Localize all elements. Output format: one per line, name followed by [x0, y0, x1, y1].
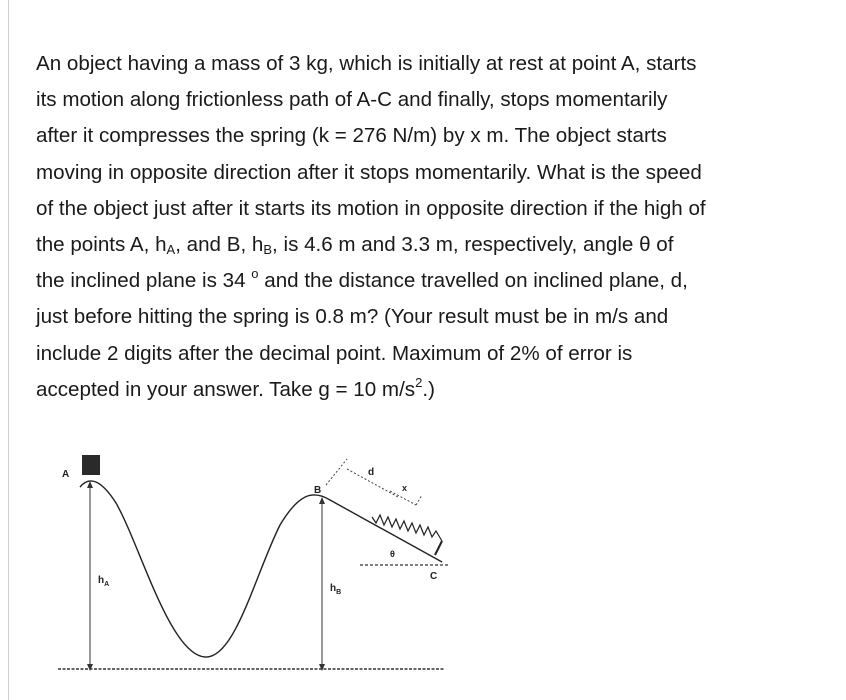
ha-arrow-head-bottom: [87, 664, 93, 671]
question-line-6: the points A, $h_A$, and B, $h_B$, is 4.6 m and 3.3 m, respectively, angle θ of: [36, 233, 674, 258]
question-text: [36, 46, 836, 408]
label-c: C: [430, 571, 438, 582]
degree-mark: o: [251, 266, 259, 282]
track-diagram-svg: [50, 445, 460, 690]
x-dimension: [390, 491, 416, 505]
track-curve: [80, 481, 442, 657]
label-theta: θ: [390, 549, 395, 559]
question-line-3: after it compresses the spring (k = 276 N/m) by x m. The object starts: [36, 124, 667, 148]
label-ha: $h_A$: [98, 575, 110, 588]
question-line-7: the inclined plane is 34 $^o$ and the distance travelled on inclined plane, d,: [36, 266, 688, 293]
question-line-10: accepted in your answer. Take g = 10 $m/s^2$.): [36, 374, 435, 401]
label-a: A: [62, 469, 70, 480]
hb-arrow-head-top: [319, 497, 325, 504]
mass-block: [82, 455, 100, 475]
spring: [372, 515, 442, 541]
label-hb: $h_B$: [330, 583, 342, 596]
spring-wall: [435, 541, 442, 555]
question-line-2: its motion along frictionless path of A-C and finally, stops momentarily: [36, 88, 668, 112]
label-x: x: [402, 483, 408, 493]
x-dimension-end: [416, 495, 422, 505]
question-line-4: moving in opposite direction after it stops momentarily. What is the speed: [36, 160, 702, 184]
subscript-b: B: [263, 242, 273, 258]
physics-diagram: [50, 445, 460, 690]
question-line-1: An object having a mass of 3 kg, which is initially at rest at point A, starts: [36, 52, 697, 75]
question-line-8: just before hitting the spring is 0.8 m? (Your result must be in m/s and: [36, 305, 669, 329]
page-border: [8, 0, 9, 700]
d-dimension: [326, 459, 347, 485]
subscript-a: A: [166, 242, 176, 258]
question-line-9: include 2 digits after the decimal point. Maximum of 2% of error is: [36, 341, 633, 365]
label-d: d: [368, 467, 375, 478]
question-line-5: of the object just after it starts its motion in opposite direction if the high of: [36, 196, 706, 220]
hb-arrow-head-bottom: [319, 664, 325, 671]
exponent: 2: [415, 374, 423, 390]
label-b: B: [314, 485, 322, 496]
